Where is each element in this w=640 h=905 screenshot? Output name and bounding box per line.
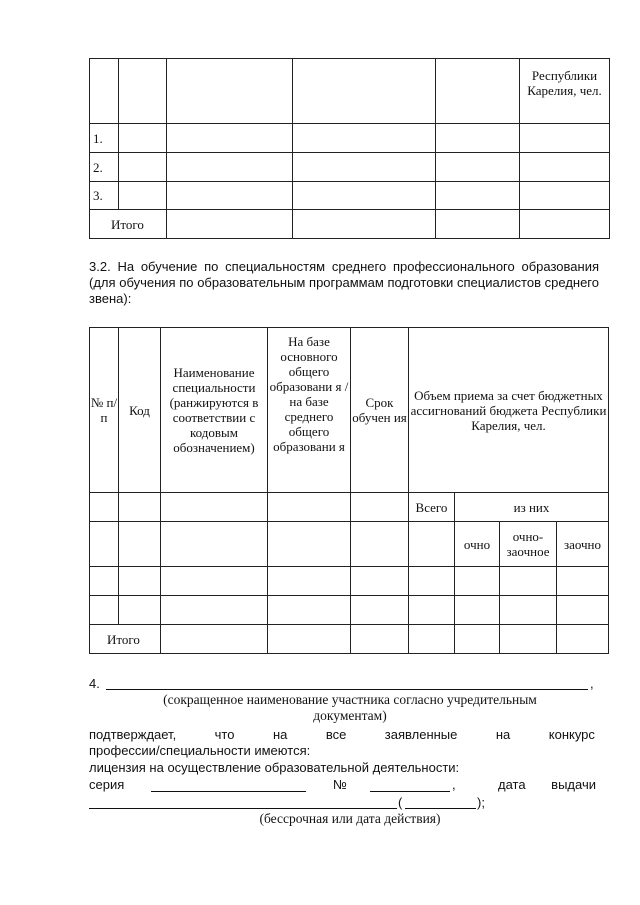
header-part-time: очно-заочное [500,522,557,567]
comma: , [452,777,456,792]
header-full-time: очно [455,522,500,567]
series-field[interactable] [151,791,306,792]
row-number: 1. [90,124,119,153]
total-label: Итого [90,210,167,239]
validity-field[interactable] [405,808,476,809]
header-distance: заочно [557,522,609,567]
paren-open: ( [398,795,403,810]
comma: , [590,676,594,691]
issue-date-label: дата выдачи [498,777,596,792]
paren-close: ); [477,795,485,810]
total-label: Итого [90,625,161,654]
row-number: 2. [90,153,119,182]
participant-name-caption: (сокращенное наименование участника согласно учредительным документам) [163,692,537,723]
header-study-term: Срок обучен ия [351,328,409,493]
issue-date-field[interactable] [89,808,397,809]
header-specialty-name: Наименование специальности (ранжируются в соответствии с кодовым обозначением) [161,328,268,493]
header-republic-karelia: Республики Карелия, чел. [520,59,610,124]
header-admission-volume: Объем приема за счет бюджетных ассигнований бюджета Республики Карелия, чел. [409,328,609,493]
confirms-line: подтверждает, что на все заявленные на конкурс [89,727,595,742]
header-code: Код [119,328,161,493]
table-specialties [89,327,609,654]
series-label: серия [89,777,125,792]
header-total: Всего [409,493,455,522]
validity-caption: (бессрочная или дата действия) [259,811,441,826]
table-budget-admission-fragment [89,58,610,239]
participant-name-field[interactable] [106,689,588,690]
number-label: № [333,777,347,792]
header-of-them: из них [455,493,609,522]
number-field[interactable] [370,791,450,792]
header-number: № п/п [90,328,119,493]
row-number: 3. [90,182,119,210]
professions-available-text: профессии/специальности имеются: [89,743,311,758]
section-4-number: 4. [89,676,100,691]
header-education-base: На базе основного общего образовани я / на базе среднего общего образовани я [268,328,351,493]
license-text: лицензия на осуществление образовательной деятельности: [89,760,460,775]
section-3-2-text: 3.2. На обучение по специальностям среднего профессионального образования (для обучения по образовательным программам подготовки специалистов среднего звена): [89,259,599,306]
